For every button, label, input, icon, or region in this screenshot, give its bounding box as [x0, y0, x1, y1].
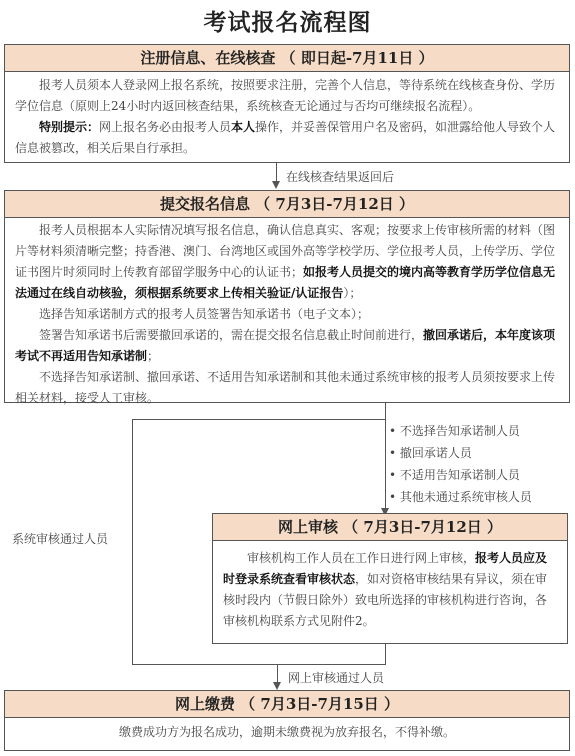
flow-line-1 — [276, 163, 277, 181]
flow-line-step3-out — [385, 644, 386, 664]
step2-header: 提交报名信息 （ 7月3日-7月12日 ） — [4, 190, 570, 218]
step3-paragraph — [223, 548, 557, 632]
step3-body — [212, 540, 568, 644]
step2-text-3b: ； — [147, 349, 160, 363]
list-item: • 不适用告知承诺制人员 — [389, 468, 520, 482]
step1-paragraph: 报考人员须本人登录网上报名系统，按照要求注册，完善个人信息，等待系统在线核查身份、学历学位信息（原则上24小时内返回核查结果，系统核查无论通过与否均可继续报名流程）。 — [15, 78, 556, 113]
arrow1-label: 在线核查结果返回后 — [286, 170, 395, 184]
step3-bold: 报考人员应及时登录系统查看审核状态 — [223, 551, 548, 586]
step2-bold-3: 撤回承诺后，本年度该项考试不再适用告知承诺制 — [15, 328, 556, 363]
step1-tip — [15, 117, 559, 159]
step3-text-b: ，如对资格审核结果有异议，须在审核时段内（节假日除外）致电所选择的审核机构进行咨询，各审核机构联系方式见附件2。 — [223, 572, 548, 628]
step2-text-3a: 签署告知承诺书后需要撤回承诺的，需在提交报名信息截止时间前进行， — [39, 328, 424, 342]
step4-header: 网上缴费 （ 7月3日-7月15日 ） — [4, 690, 570, 718]
step2-paragraph-2: 选择告知承诺制方式的报考人员签署告知承诺书（电子文本）； — [39, 307, 370, 321]
step4-body — [4, 717, 570, 751]
step1-body — [4, 71, 570, 163]
flow-line-merge — [277, 664, 386, 665]
step2-text-1b: ）； — [343, 286, 362, 300]
step2-paragraph-3 — [15, 325, 559, 367]
arrow-down-icon — [273, 682, 281, 690]
flow-line-left — [132, 419, 133, 664]
tip-text-b: 操作，并妥善保管用户名及密码，如泄露给他人导致个人信息被篡改，相关后果自行承担。 — [15, 120, 556, 155]
arrow3-label: 网上审核通过人员 — [288, 671, 385, 685]
step2-text-1a: 报考人员根据本人实际情况填写报名信息，确认信息真实、客观；按要求上传审核所需的材料（图片等材料须清晰完整；持香港、澳门、台湾地区或国外高等学校学历、学位报考人员，上传学历、学位证书图片时须同时上传教育部留学服务中心的认证书； — [15, 223, 556, 279]
left-branch-label: 系统审核通过人员 — [12, 532, 109, 546]
step1-header: 注册信息、在线核查 （ 即日起-7月11日 ） — [4, 44, 570, 72]
flow-line-bottom-branch — [132, 664, 277, 665]
arrow-down-icon — [272, 181, 280, 189]
flow-line-down — [277, 664, 278, 682]
step3-header: 网上审核 （ 7月3日-7月12日 ） — [212, 513, 568, 541]
list-item: • 不选择告知承诺制人员 — [389, 424, 520, 438]
tip-text-a: 网上报名务必由报考人员 — [99, 120, 232, 134]
bullet-list — [389, 420, 532, 508]
step2-paragraph-1 — [15, 220, 559, 304]
list-item: • 撤回承诺人员 — [389, 446, 472, 460]
step2-bold-1: 如报考人员提交的境内高等教育学历学位信息无法通过在线自动核验，须根据系统要求上传相关验证/认证报告 — [15, 265, 556, 300]
flow-line-top-branch — [132, 419, 386, 420]
step3-text-a: 审核机构工作人员在工作日进行网上审核， — [247, 551, 476, 565]
tip-bold: 本人 — [231, 120, 256, 134]
list-item: • 其他未通过系统审核人员 — [389, 490, 532, 504]
step2-body — [4, 217, 570, 403]
tip-label: 特别提示： — [39, 120, 100, 134]
page-title: 考试报名流程图 — [203, 9, 372, 36]
step4-paragraph: 缴费成功方为报名成功，逾期未缴费视为放弃报名，不得补缴。 — [118, 725, 455, 739]
step2-paragraph-4: 不选择告知承诺制、撤回承诺、不适用告知承诺制和其他未通过系统审核的报考人员须按要求上传相关材料，接受人工审核。 — [15, 370, 556, 405]
